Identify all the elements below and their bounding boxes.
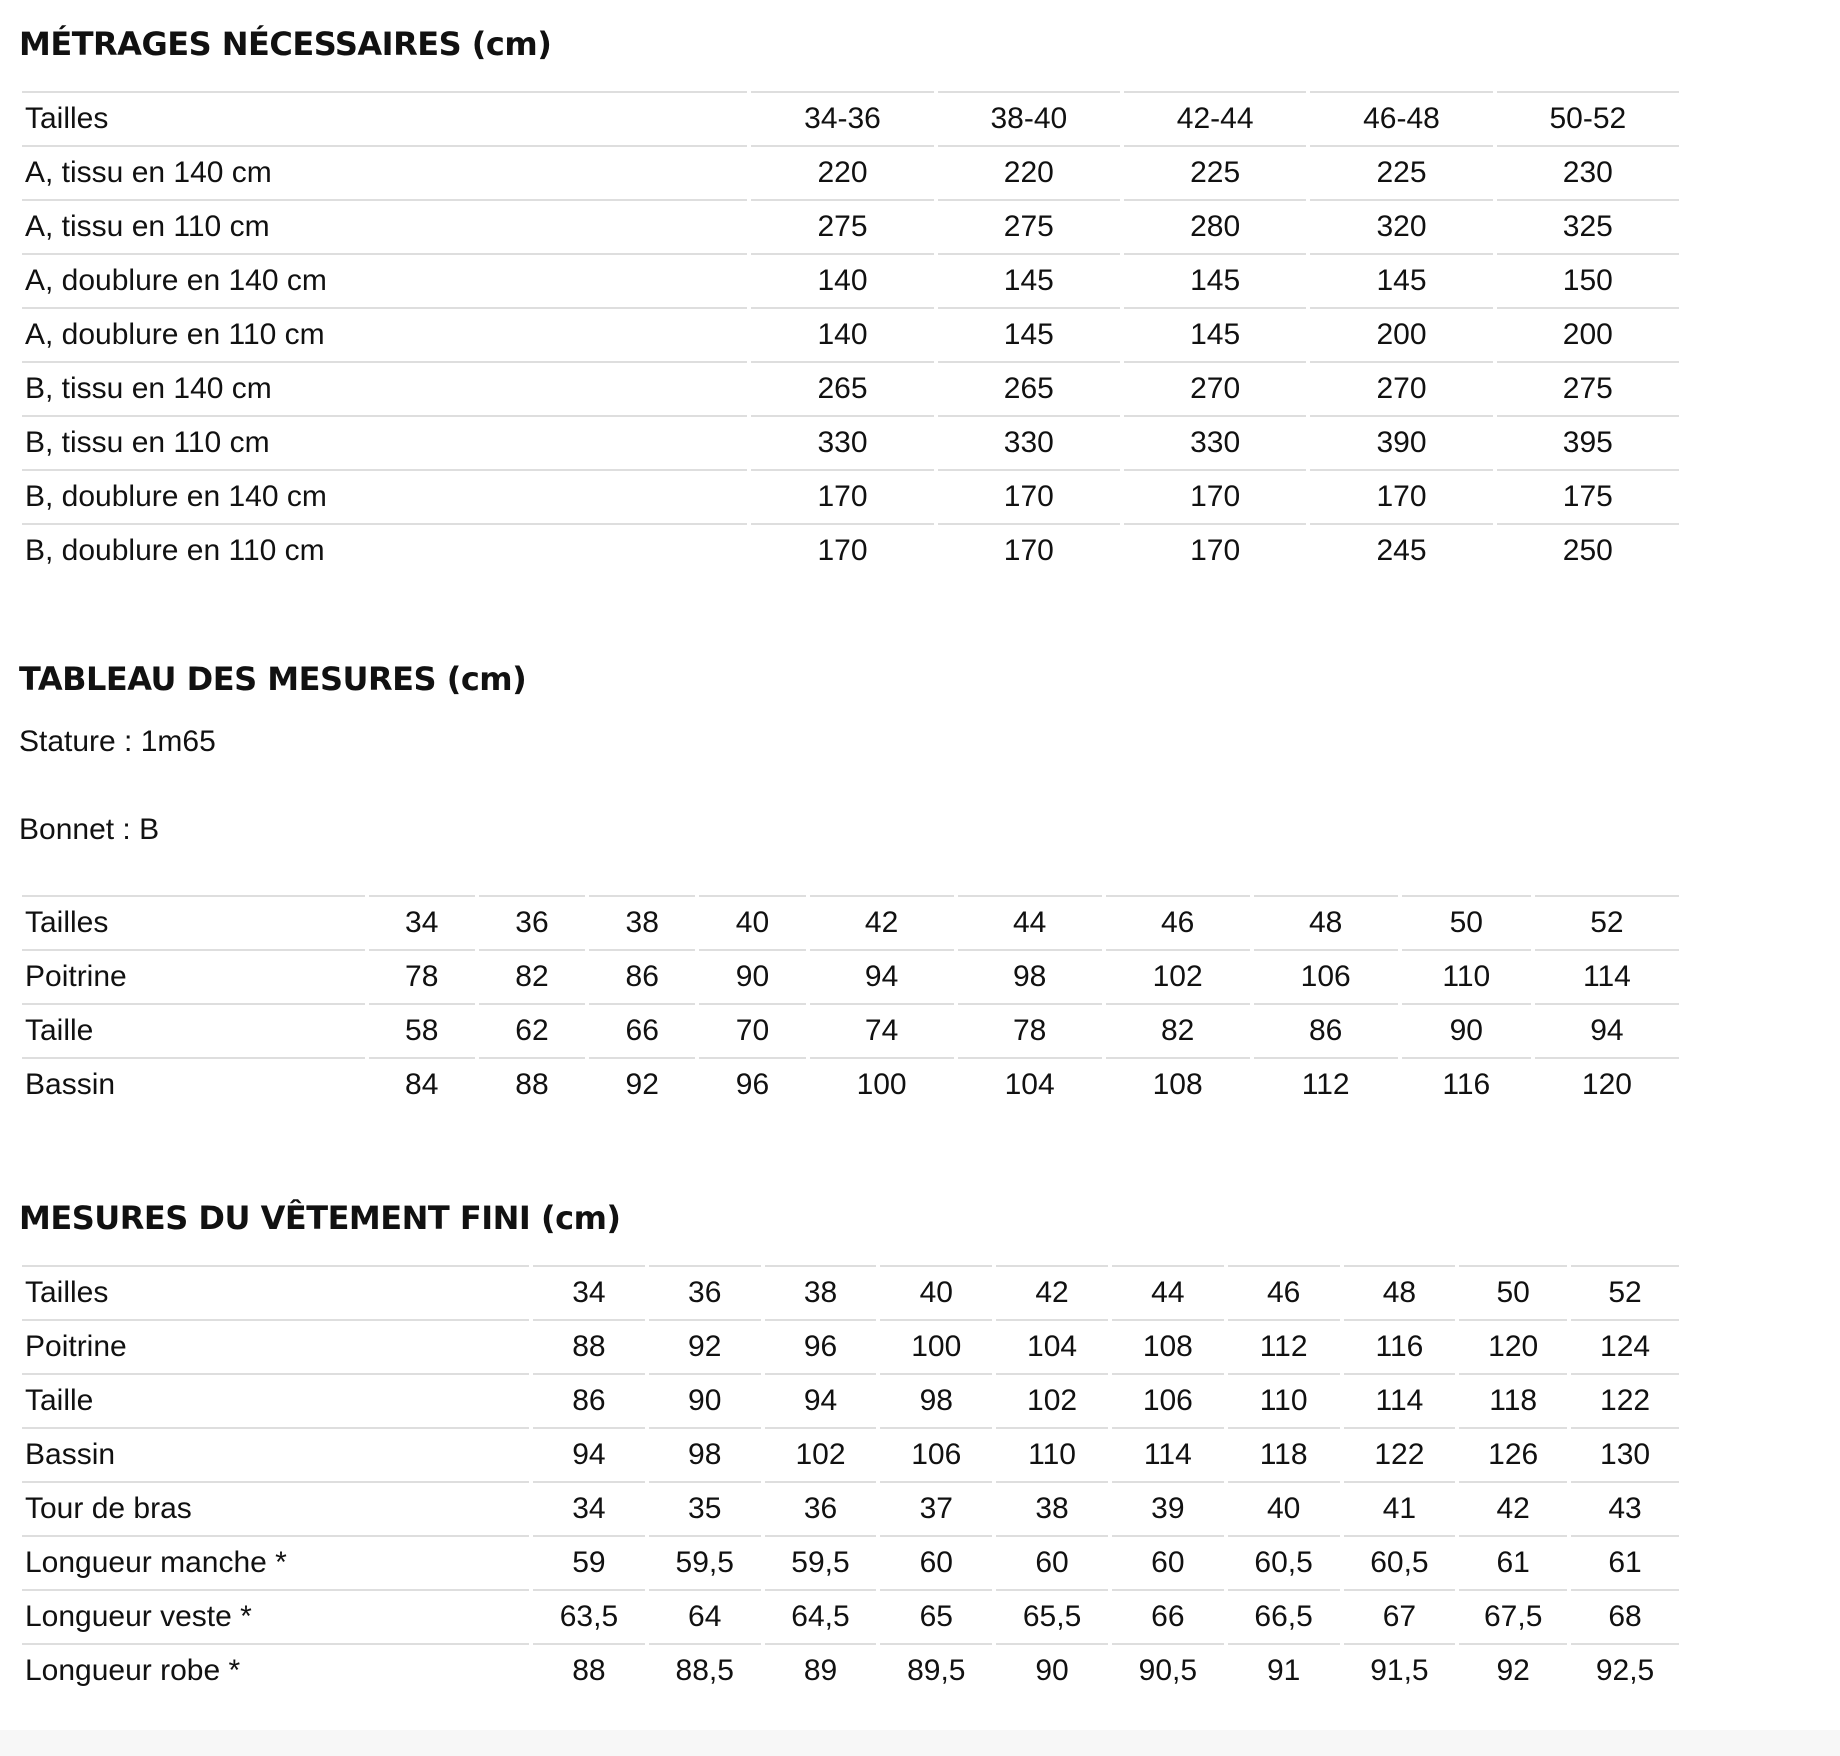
finished-measurements-cell: 67 — [1344, 1589, 1456, 1643]
finished-measurements-row — [22, 1589, 1679, 1643]
finished-measurements-cell: 94 — [533, 1427, 645, 1481]
finished-measurements-cell: 41 — [1344, 1481, 1456, 1535]
body-measurements-cell: 70 — [699, 1003, 805, 1057]
body-measurements-cell: 78 — [369, 949, 475, 1003]
yardage-cell: 275 — [751, 199, 933, 253]
finished-measurements-cell: 118 — [1228, 1427, 1340, 1481]
finished-measurements-cell: 43 — [1571, 1481, 1679, 1535]
yardage-cell: 170 — [938, 469, 1120, 523]
body-measurements-row-label: Poitrine — [22, 949, 365, 1003]
finished-measurements-cell: 98 — [649, 1427, 761, 1481]
body-measurements-cell: 90 — [1402, 1003, 1531, 1057]
yardage-cell: 270 — [1310, 361, 1492, 415]
finished-measurements-cell: 102 — [765, 1427, 877, 1481]
yardage-cell: 320 — [1310, 199, 1492, 253]
yardage-row-label: A, tissu en 140 cm — [22, 145, 747, 199]
body-measurements-row — [22, 1057, 1679, 1111]
finished-measurements-cell: 90 — [649, 1373, 761, 1427]
finished-measurements-row — [22, 1319, 1679, 1373]
yardage-cell: 220 — [751, 145, 933, 199]
yardage-cell: 170 — [938, 523, 1120, 577]
body-measurements-cell: 104 — [958, 1057, 1102, 1111]
yardage-row — [22, 145, 1679, 199]
body-measurements-cell: 88 — [479, 1057, 585, 1111]
finished-measurements-cell: 60 — [880, 1535, 992, 1589]
body-measurements-cell: 84 — [369, 1057, 475, 1111]
yardage-cell: 280 — [1124, 199, 1306, 253]
body-measurements-cell: 44 — [958, 895, 1102, 949]
yardage-cell: 170 — [751, 523, 933, 577]
body-measurements-cell: 86 — [589, 949, 695, 1003]
finished-measurements-cell: 124 — [1571, 1319, 1679, 1373]
yardage-cell: 145 — [938, 253, 1120, 307]
yardage-row-label: A, tissu en 110 cm — [22, 199, 747, 253]
yardage-cell: 34-36 — [751, 91, 933, 145]
yardage-cell: 230 — [1497, 145, 1679, 199]
body-measurements-cell: 36 — [479, 895, 585, 949]
finished-measurements-row-label: Taille — [22, 1373, 529, 1427]
finished-measurements-cell: 90 — [996, 1643, 1108, 1697]
yardage-cell: 42-44 — [1124, 91, 1306, 145]
finished-measurements-cell: 91,5 — [1344, 1643, 1456, 1697]
finished-measurements-row-label: Tailles — [22, 1265, 529, 1319]
finished-measurements-cell: 91 — [1228, 1643, 1340, 1697]
yardage-cell: 46-48 — [1310, 91, 1492, 145]
yardage-header-row — [22, 91, 1679, 145]
yardage-row — [22, 307, 1679, 361]
finished-measurements-table — [18, 1265, 1683, 1697]
finished-measurements-cell: 36 — [765, 1481, 877, 1535]
finished-measurements-cell: 60 — [1112, 1535, 1224, 1589]
finished-measurements-cell: 60,5 — [1228, 1535, 1340, 1589]
yardage-cell: 140 — [751, 307, 933, 361]
body-measurements-section — [19, 657, 1683, 1111]
finished-measurements-cell: 120 — [1459, 1319, 1567, 1373]
body-measurements-cell: 82 — [1106, 1003, 1250, 1057]
finished-measurements-cell: 35 — [649, 1481, 761, 1535]
cup-text: Bonnet : B — [19, 813, 160, 846]
finished-measurements-cell: 88,5 — [649, 1643, 761, 1697]
body-measurements-cell: 108 — [1106, 1057, 1250, 1111]
yardage-cell: 225 — [1124, 145, 1306, 199]
yardage-cell: 200 — [1310, 307, 1492, 361]
yardage-cell: 330 — [938, 415, 1120, 469]
finished-measurements-cell: 92 — [1459, 1643, 1567, 1697]
finished-measurements-cell: 86 — [533, 1373, 645, 1427]
finished-measurements-cell: 61 — [1571, 1535, 1679, 1589]
finished-measurements-header-row — [22, 1265, 1679, 1319]
finished-measurements-cell: 126 — [1459, 1427, 1567, 1481]
body-measurements-cell: 34 — [369, 895, 475, 949]
yardage-cell: 245 — [1310, 523, 1492, 577]
body-measurements-header-row — [22, 895, 1679, 949]
body-measurements-cell: 90 — [699, 949, 805, 1003]
finished-measurements-cell: 64,5 — [765, 1589, 877, 1643]
finished-measurements-cell: 37 — [880, 1481, 992, 1535]
yardage-row — [22, 199, 1679, 253]
yardage-table — [18, 91, 1683, 577]
body-measurements-cell: 96 — [699, 1057, 805, 1111]
yardage-row — [22, 523, 1679, 577]
yardage-cell: 200 — [1497, 307, 1679, 361]
finished-measurements-cell: 42 — [996, 1265, 1108, 1319]
yardage-cell: 145 — [1124, 253, 1306, 307]
body-measurements-cell: 66 — [589, 1003, 695, 1057]
finished-measurements-cell: 104 — [996, 1319, 1108, 1373]
finished-measurements-cell: 34 — [533, 1265, 645, 1319]
finished-measurements-cell: 46 — [1228, 1265, 1340, 1319]
body-measurements-cell: 42 — [810, 895, 954, 949]
body-measurements-cell: 98 — [958, 949, 1102, 1003]
body-measurements-row — [22, 1003, 1679, 1057]
body-measurements-row-label: Tailles — [22, 895, 365, 949]
finished-measurements-cell: 40 — [880, 1265, 992, 1319]
body-measurements-cell: 58 — [369, 1003, 475, 1057]
yardage-row-label: B, tissu en 110 cm — [22, 415, 747, 469]
body-measurements-cell: 50 — [1402, 895, 1531, 949]
body-measurements-title: TABLEAU DES MESURES (cm) — [19, 660, 527, 698]
yardage-cell: 270 — [1124, 361, 1306, 415]
body-measurements-table-body — [22, 895, 1679, 1111]
body-measurements-cell: 38 — [589, 895, 695, 949]
body-measurements-row — [22, 949, 1679, 1003]
finished-measurements-cell: 88 — [533, 1643, 645, 1697]
yardage-cell: 140 — [751, 253, 933, 307]
finished-measurements-cell: 38 — [765, 1265, 877, 1319]
finished-measurements-cell: 106 — [1112, 1373, 1224, 1427]
yardage-row-label: B, tissu en 140 cm — [22, 361, 747, 415]
yardage-row — [22, 415, 1679, 469]
finished-measurements-cell: 88 — [533, 1319, 645, 1373]
yardage-row — [22, 469, 1679, 523]
yardage-cell: 170 — [1124, 469, 1306, 523]
body-measurements-cell: 94 — [1535, 1003, 1679, 1057]
yardage-cell: 145 — [1310, 253, 1492, 307]
body-measurements-cell: 114 — [1535, 949, 1679, 1003]
finished-measurements-title: MESURES DU VÊTEMENT FINI (cm) — [19, 1199, 621, 1237]
yardage-cell: 265 — [938, 361, 1120, 415]
finished-measurements-cell: 89 — [765, 1643, 877, 1697]
finished-measurements-row-label: Longueur manche * — [22, 1535, 529, 1589]
finished-measurements-cell: 68 — [1571, 1589, 1679, 1643]
finished-measurements-cell: 90,5 — [1112, 1643, 1224, 1697]
body-measurements-cell: 86 — [1254, 1003, 1398, 1057]
body-measurements-cell: 78 — [958, 1003, 1102, 1057]
body-measurements-row-label: Bassin — [22, 1057, 365, 1111]
yardage-cell: 175 — [1497, 469, 1679, 523]
finished-measurements-cell: 59,5 — [649, 1535, 761, 1589]
finished-measurements-cell: 40 — [1228, 1481, 1340, 1535]
yardage-cell: 170 — [1310, 469, 1492, 523]
yardage-cell: 220 — [938, 145, 1120, 199]
yardage-cell: 325 — [1497, 199, 1679, 253]
finished-measurements-cell: 102 — [996, 1373, 1108, 1427]
finished-measurements-cell: 67,5 — [1459, 1589, 1567, 1643]
body-measurements-cell: 82 — [479, 949, 585, 1003]
stature-text: Stature : 1m65 — [19, 725, 216, 758]
finished-measurements-cell: 106 — [880, 1427, 992, 1481]
finished-measurements-table-body — [22, 1265, 1679, 1697]
finished-measurements-cell: 66,5 — [1228, 1589, 1340, 1643]
body-measurements-cell: 52 — [1535, 895, 1679, 949]
finished-measurements-cell: 34 — [533, 1481, 645, 1535]
yardage-cell: 265 — [751, 361, 933, 415]
yardage-cell: 225 — [1310, 145, 1492, 199]
finished-measurements-row — [22, 1535, 1679, 1589]
finished-measurements-row — [22, 1643, 1679, 1697]
yardage-cell: 390 — [1310, 415, 1492, 469]
body-measurements-cell: 100 — [810, 1057, 954, 1111]
finished-measurements-cell: 64 — [649, 1589, 761, 1643]
finished-measurements-row — [22, 1481, 1679, 1535]
yardage-cell: 275 — [1497, 361, 1679, 415]
body-measurements-cell: 106 — [1254, 949, 1398, 1003]
body-measurements-cell: 120 — [1535, 1057, 1679, 1111]
finished-measurements-cell: 110 — [996, 1427, 1108, 1481]
yardage-row-label: A, doublure en 140 cm — [22, 253, 747, 307]
finished-measurements-cell: 110 — [1228, 1373, 1340, 1427]
finished-measurements-cell: 66 — [1112, 1589, 1224, 1643]
finished-measurements-cell: 38 — [996, 1481, 1108, 1535]
finished-measurements-cell: 112 — [1228, 1319, 1340, 1373]
finished-measurements-row-label: Longueur veste * — [22, 1589, 529, 1643]
body-measurements-cell: 46 — [1106, 895, 1250, 949]
yardage-row-label: Tailles — [22, 91, 747, 145]
body-measurements-cell: 102 — [1106, 949, 1250, 1003]
finished-measurements-cell: 63,5 — [533, 1589, 645, 1643]
finished-measurements-cell: 100 — [880, 1319, 992, 1373]
finished-measurements-cell: 44 — [1112, 1265, 1224, 1319]
yardage-cell: 395 — [1497, 415, 1679, 469]
yardage-section — [19, 22, 1683, 577]
finished-measurements-cell: 108 — [1112, 1319, 1224, 1373]
body-measurements-cell: 48 — [1254, 895, 1398, 949]
finished-measurements-cell: 61 — [1459, 1535, 1567, 1589]
finished-measurements-cell: 122 — [1344, 1427, 1456, 1481]
finished-measurements-cell: 92,5 — [1571, 1643, 1679, 1697]
finished-measurements-cell: 65 — [880, 1589, 992, 1643]
body-measurements-cell: 94 — [810, 949, 954, 1003]
finished-measurements-row-label: Longueur robe * — [22, 1643, 529, 1697]
yardage-row — [22, 361, 1679, 415]
body-measurements-cell: 112 — [1254, 1057, 1398, 1111]
finished-measurements-section — [19, 1196, 1683, 1697]
finished-measurements-cell: 60 — [996, 1535, 1108, 1589]
finished-measurements-cell: 65,5 — [996, 1589, 1108, 1643]
body-measurements-cell: 116 — [1402, 1057, 1531, 1111]
finished-measurements-cell: 50 — [1459, 1265, 1567, 1319]
yardage-cell: 330 — [751, 415, 933, 469]
finished-measurements-row-label: Bassin — [22, 1427, 529, 1481]
finished-measurements-cell: 89,5 — [880, 1643, 992, 1697]
yardage-row — [22, 253, 1679, 307]
body-measurements-table — [18, 895, 1683, 1111]
finished-measurements-cell: 122 — [1571, 1373, 1679, 1427]
finished-measurements-cell: 92 — [649, 1319, 761, 1373]
finished-measurements-cell: 98 — [880, 1373, 992, 1427]
finished-measurements-row-label: Poitrine — [22, 1319, 529, 1373]
finished-measurements-cell: 59 — [533, 1535, 645, 1589]
yardage-table-body — [22, 91, 1679, 577]
finished-measurements-cell: 48 — [1344, 1265, 1456, 1319]
finished-measurements-cell: 36 — [649, 1265, 761, 1319]
finished-measurements-cell: 118 — [1459, 1373, 1567, 1427]
finished-measurements-cell: 114 — [1112, 1427, 1224, 1481]
body-measurements-cell: 92 — [589, 1057, 695, 1111]
finished-measurements-cell: 59,5 — [765, 1535, 877, 1589]
finished-measurements-cell: 42 — [1459, 1481, 1567, 1535]
finished-measurements-cell: 130 — [1571, 1427, 1679, 1481]
yardage-cell: 150 — [1497, 253, 1679, 307]
yardage-cell: 145 — [938, 307, 1120, 361]
yardage-row-label: B, doublure en 140 cm — [22, 469, 747, 523]
yardage-cell: 145 — [1124, 307, 1306, 361]
finished-measurements-row — [22, 1373, 1679, 1427]
finished-measurements-cell: 39 — [1112, 1481, 1224, 1535]
yardage-cell: 38-40 — [938, 91, 1120, 145]
finished-measurements-cell: 96 — [765, 1319, 877, 1373]
yardage-cell: 50-52 — [1497, 91, 1679, 145]
body-measurements-row-label: Taille — [22, 1003, 365, 1057]
finished-measurements-cell: 114 — [1344, 1373, 1456, 1427]
yardage-row-label: A, doublure en 110 cm — [22, 307, 747, 361]
body-measurements-cell: 40 — [699, 895, 805, 949]
finished-measurements-row — [22, 1427, 1679, 1481]
body-measurements-cell: 62 — [479, 1003, 585, 1057]
finished-measurements-cell: 116 — [1344, 1319, 1456, 1373]
finished-measurements-cell: 52 — [1571, 1265, 1679, 1319]
yardage-cell: 330 — [1124, 415, 1306, 469]
yardage-title: MÉTRAGES NÉCESSAIRES (cm) — [19, 25, 552, 63]
yardage-row-label: B, doublure en 110 cm — [22, 523, 747, 577]
body-measurements-cell: 74 — [810, 1003, 954, 1057]
finished-measurements-cell: 60,5 — [1344, 1535, 1456, 1589]
yardage-cell: 170 — [1124, 523, 1306, 577]
finished-measurements-cell: 94 — [765, 1373, 877, 1427]
finished-measurements-row-label: Tour de bras — [22, 1481, 529, 1535]
page-bottom-strip — [0, 1730, 1840, 1756]
yardage-cell: 275 — [938, 199, 1120, 253]
body-measurements-cell: 110 — [1402, 949, 1531, 1003]
yardage-cell: 170 — [751, 469, 933, 523]
yardage-cell: 250 — [1497, 523, 1679, 577]
